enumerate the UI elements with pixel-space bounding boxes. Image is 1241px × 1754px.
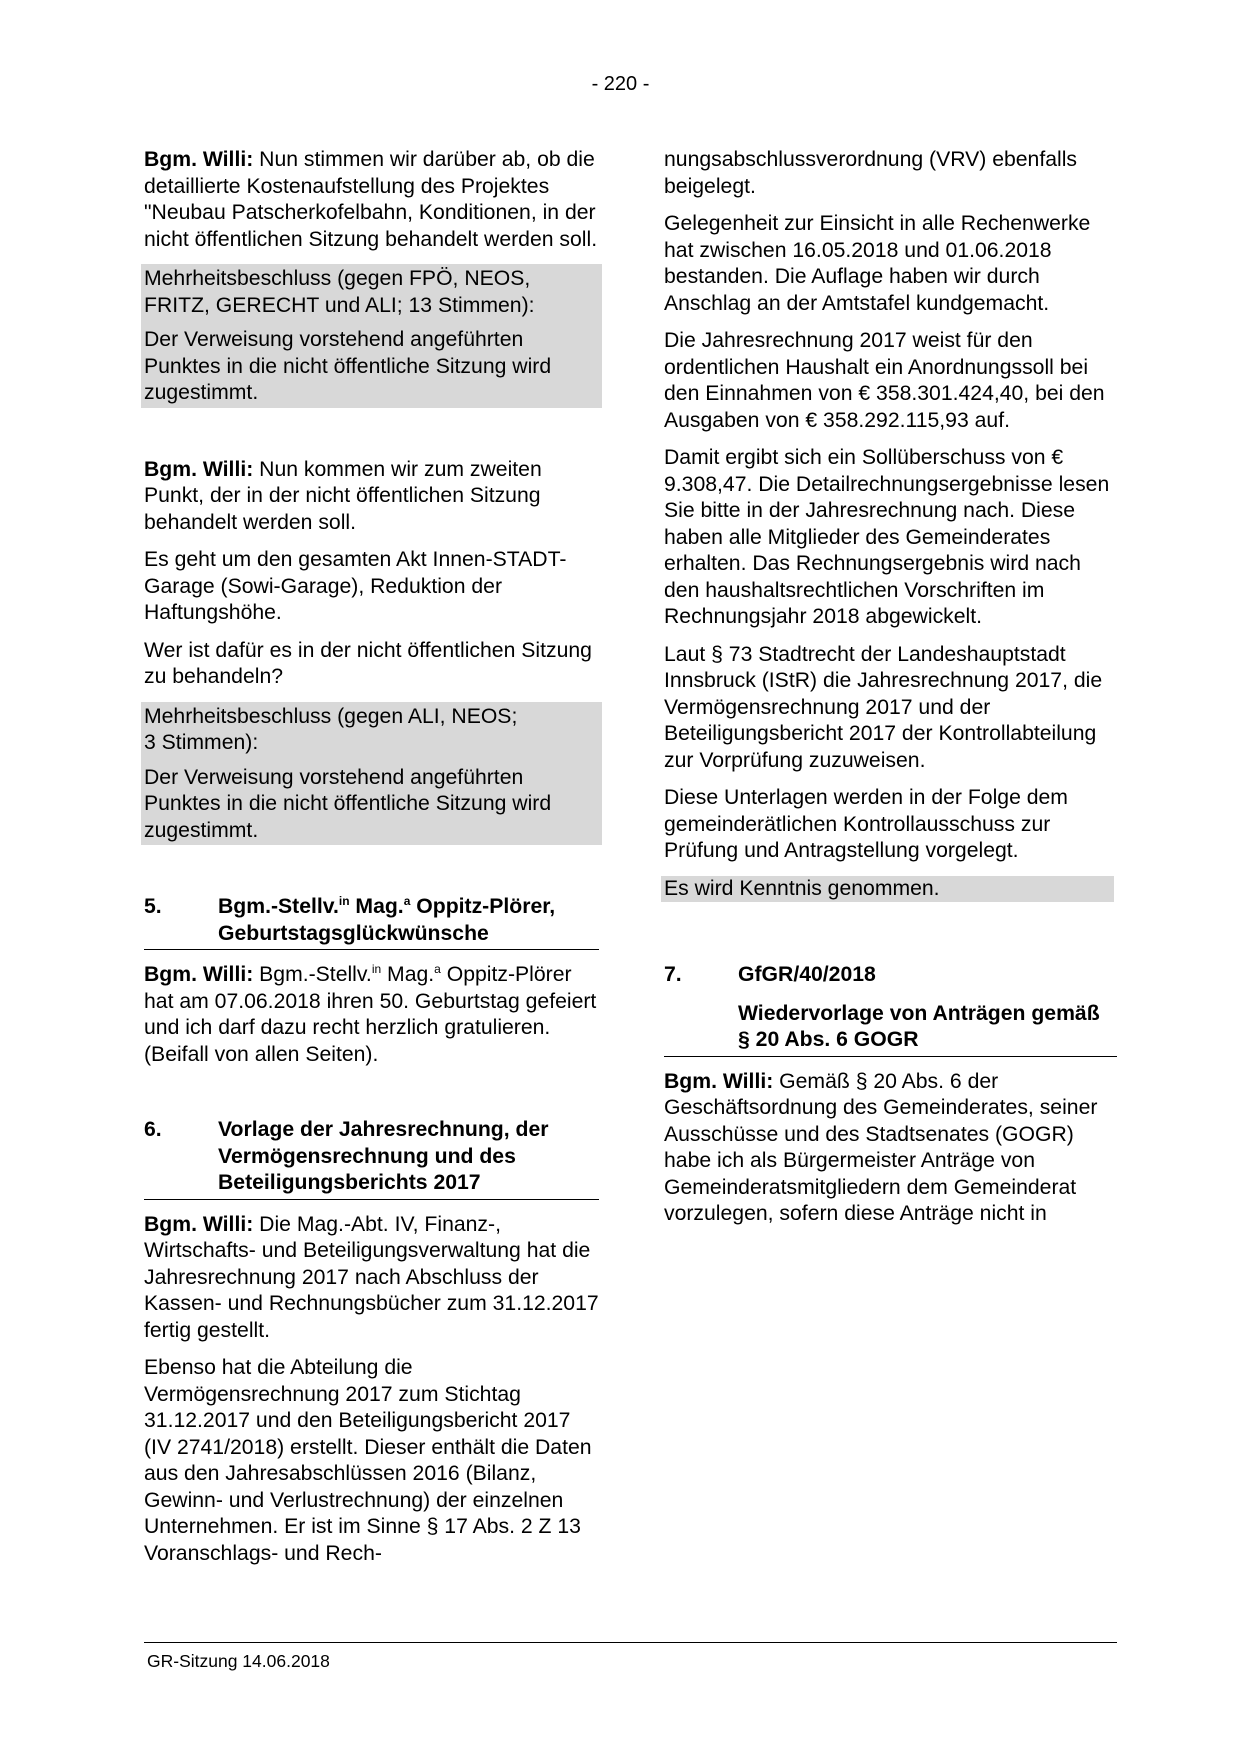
paragraph: Bgm. Willi: Bgm.-Stellv.$^{in}$ Mag.$^a$ Oppitz-Plörer hat am 07.06.2018 ihren 50. Geburtstag gefeiert und ich darf dazu recht herzlich gratulieren. (Beifall von allen Seiten). xyxy=(144,961,597,1066)
section-heading-6: 6. Vorlage der Jahresrechnung, der Vermögensrechnung und des Beteiligungsberichts 2017 xyxy=(144,1117,599,1200)
paragraph: Gelegenheit zur Einsicht in alle Rechenwerke hat zwischen 16.05.2018 und 01.06.2018 bestanden. Die Auflage haben wir durch Anschlag an der Amtstafel kundgemacht. xyxy=(664,212,1091,315)
resolution-text: Der Verweisung vorstehend angeführten Punktes in die nicht öffentliche Sitzung wird zugestimmt. xyxy=(144,328,552,404)
paragraph: nungsabschlussverordnung (VRV) ebenfalls beigelegt. xyxy=(664,148,1078,198)
resolution-result: Mehrheitsbeschluss (gegen ALI, NEOS; 3 Stimmen): xyxy=(144,704,518,754)
speaker-label: Bgm. Willi: xyxy=(664,1069,774,1093)
paragraph: Die Jahresrechnung 2017 weist für den ordentlichen Haushalt ein Anordnungssoll bei den Einnahmen von € 358.301.424,40, bei den Ausgaben von € 358.292.115,93 auf. xyxy=(664,329,1105,432)
section-heading-5: 5. Bgm.-Stellv.$^{in}$ Mag.$^a$ Oppitz-Plörer, Geburtstagsglückwünsche xyxy=(144,894,599,950)
paragraph: Bgm. Willi: Nun kommen wir zum zweiten Punkt, der in der nicht öffentlichen Sitzung behandelt werden soll. xyxy=(144,457,542,534)
section-heading-7-number: 7. GfGR/40/2018 xyxy=(664,963,876,986)
paragraph: Laut § 73 Stadtrecht der Landeshauptstadt Innsbruck (IStR) die Jahresrechnung 2017, die Vermögensrechnung 2017 und der Beteiligungsbericht 2017 der Kontrollabteilung zur Vorprüfung zuzuweisen. xyxy=(664,642,1103,772)
resolution-box xyxy=(141,264,602,408)
footer-divider xyxy=(144,1642,1117,1643)
resolution-box xyxy=(141,702,602,846)
resolution-box: Es wird Kenntnis genommen. xyxy=(661,876,1114,903)
paragraph: Ebenso hat die Abteilung die Vermögensrechnung 2017 zum Stichtag 31.12.2017 und den Beteiligungsbericht 2017 (IV 2741/2018) erstellt. Dieser enthält die Daten aus den Jahresabschlüssen 2016 (Bilanz, Gewinn- und Verlustrechnung) der einzelnen Unternehmen. Er ist im Sinne § 17 Abs. 2 Z 13 Voranschlags- und Rech- xyxy=(144,1356,592,1565)
resolution-text: Der Verweisung vorstehend angeführten Punktes in die nicht öffentliche Sitzung wird zugestimmt. xyxy=(144,765,552,842)
paragraph: Es geht um den gesamten Akt Innen-STADT-Garage (Sowi-Garage), Reduktion der Haftungshöhe. xyxy=(144,548,567,624)
right-column xyxy=(664,147,1117,1239)
left-column xyxy=(144,147,599,1578)
paragraph: Bgm. Willi: Nun stimmen wir darüber ab, ob die detaillierte Kostenaufstellung des Projektes "Neubau Patscherkofelbahn, Konditionen, in der nicht öffentlichen Sitzung behandelt werden soll. xyxy=(144,148,598,251)
resolution-result: Mehrheitsbeschluss (gegen FPÖ, NEOS, FRITZ, GERECHT und ALI; 13 Stimmen): xyxy=(144,267,535,317)
paragraph: Bgm. Willi: Die Mag.-Abt. IV, Finanz-, Wirtschafts- und Beteiligungsverwaltung hat die Jahresrechnung 2017 nach Abschluss der Kassen- und Rechnungsbücher zum 31.12.2017 fertig gestellt. xyxy=(144,1212,599,1342)
paragraph: Wer ist dafür es in der nicht öffentlichen Sitzung zu behandeln? xyxy=(144,638,592,688)
speaker-label: Bgm. Willi: xyxy=(144,963,254,986)
paragraph: Bgm. Willi: Gemäß § 20 Abs. 6 der Geschäftsordnung des Gemeinderates, seiner Ausschüsse und des Stadtsenates (GOGR) habe ich als Bürgermeister Anträge von Gemeinderatsmitgliedern dem Gemeinderat vorzulegen, sofern diese Anträge nicht in xyxy=(664,1069,1098,1225)
section-heading-7-title: Wiedervorlage von Anträgen gemäß § 20 Abs. 6 GOGR xyxy=(664,1001,1117,1057)
speaker-label: Bgm. Willi: xyxy=(144,1212,254,1236)
speaker-label: Bgm. Willi: xyxy=(144,457,254,481)
page-number: - 220 - xyxy=(591,73,650,95)
speaker-label: Bgm. Willi: xyxy=(144,148,254,171)
paragraph: Diese Unterlagen werden in der Folge dem gemeinderätlichen Kontrollausschuss zur Prüfung und Antragstellung vorgelegt. xyxy=(664,786,1068,862)
paragraph: Damit ergibt sich ein Sollüberschuss von € 9.308,47. Die Detailrechnungsergebnisse lesen Sie bitte in der Jahresrechnung nach. Diese haben alle Mitglieder des Gemeinderates erhalten. Das Rechnungsergebnis wird nach den haushaltsrechtlichen Vorschriften im Rechnungsjahr 2018 abgewickelt. xyxy=(664,446,1110,628)
footer-text: GR-Sitzung 14.06.2018 xyxy=(147,1651,330,1671)
